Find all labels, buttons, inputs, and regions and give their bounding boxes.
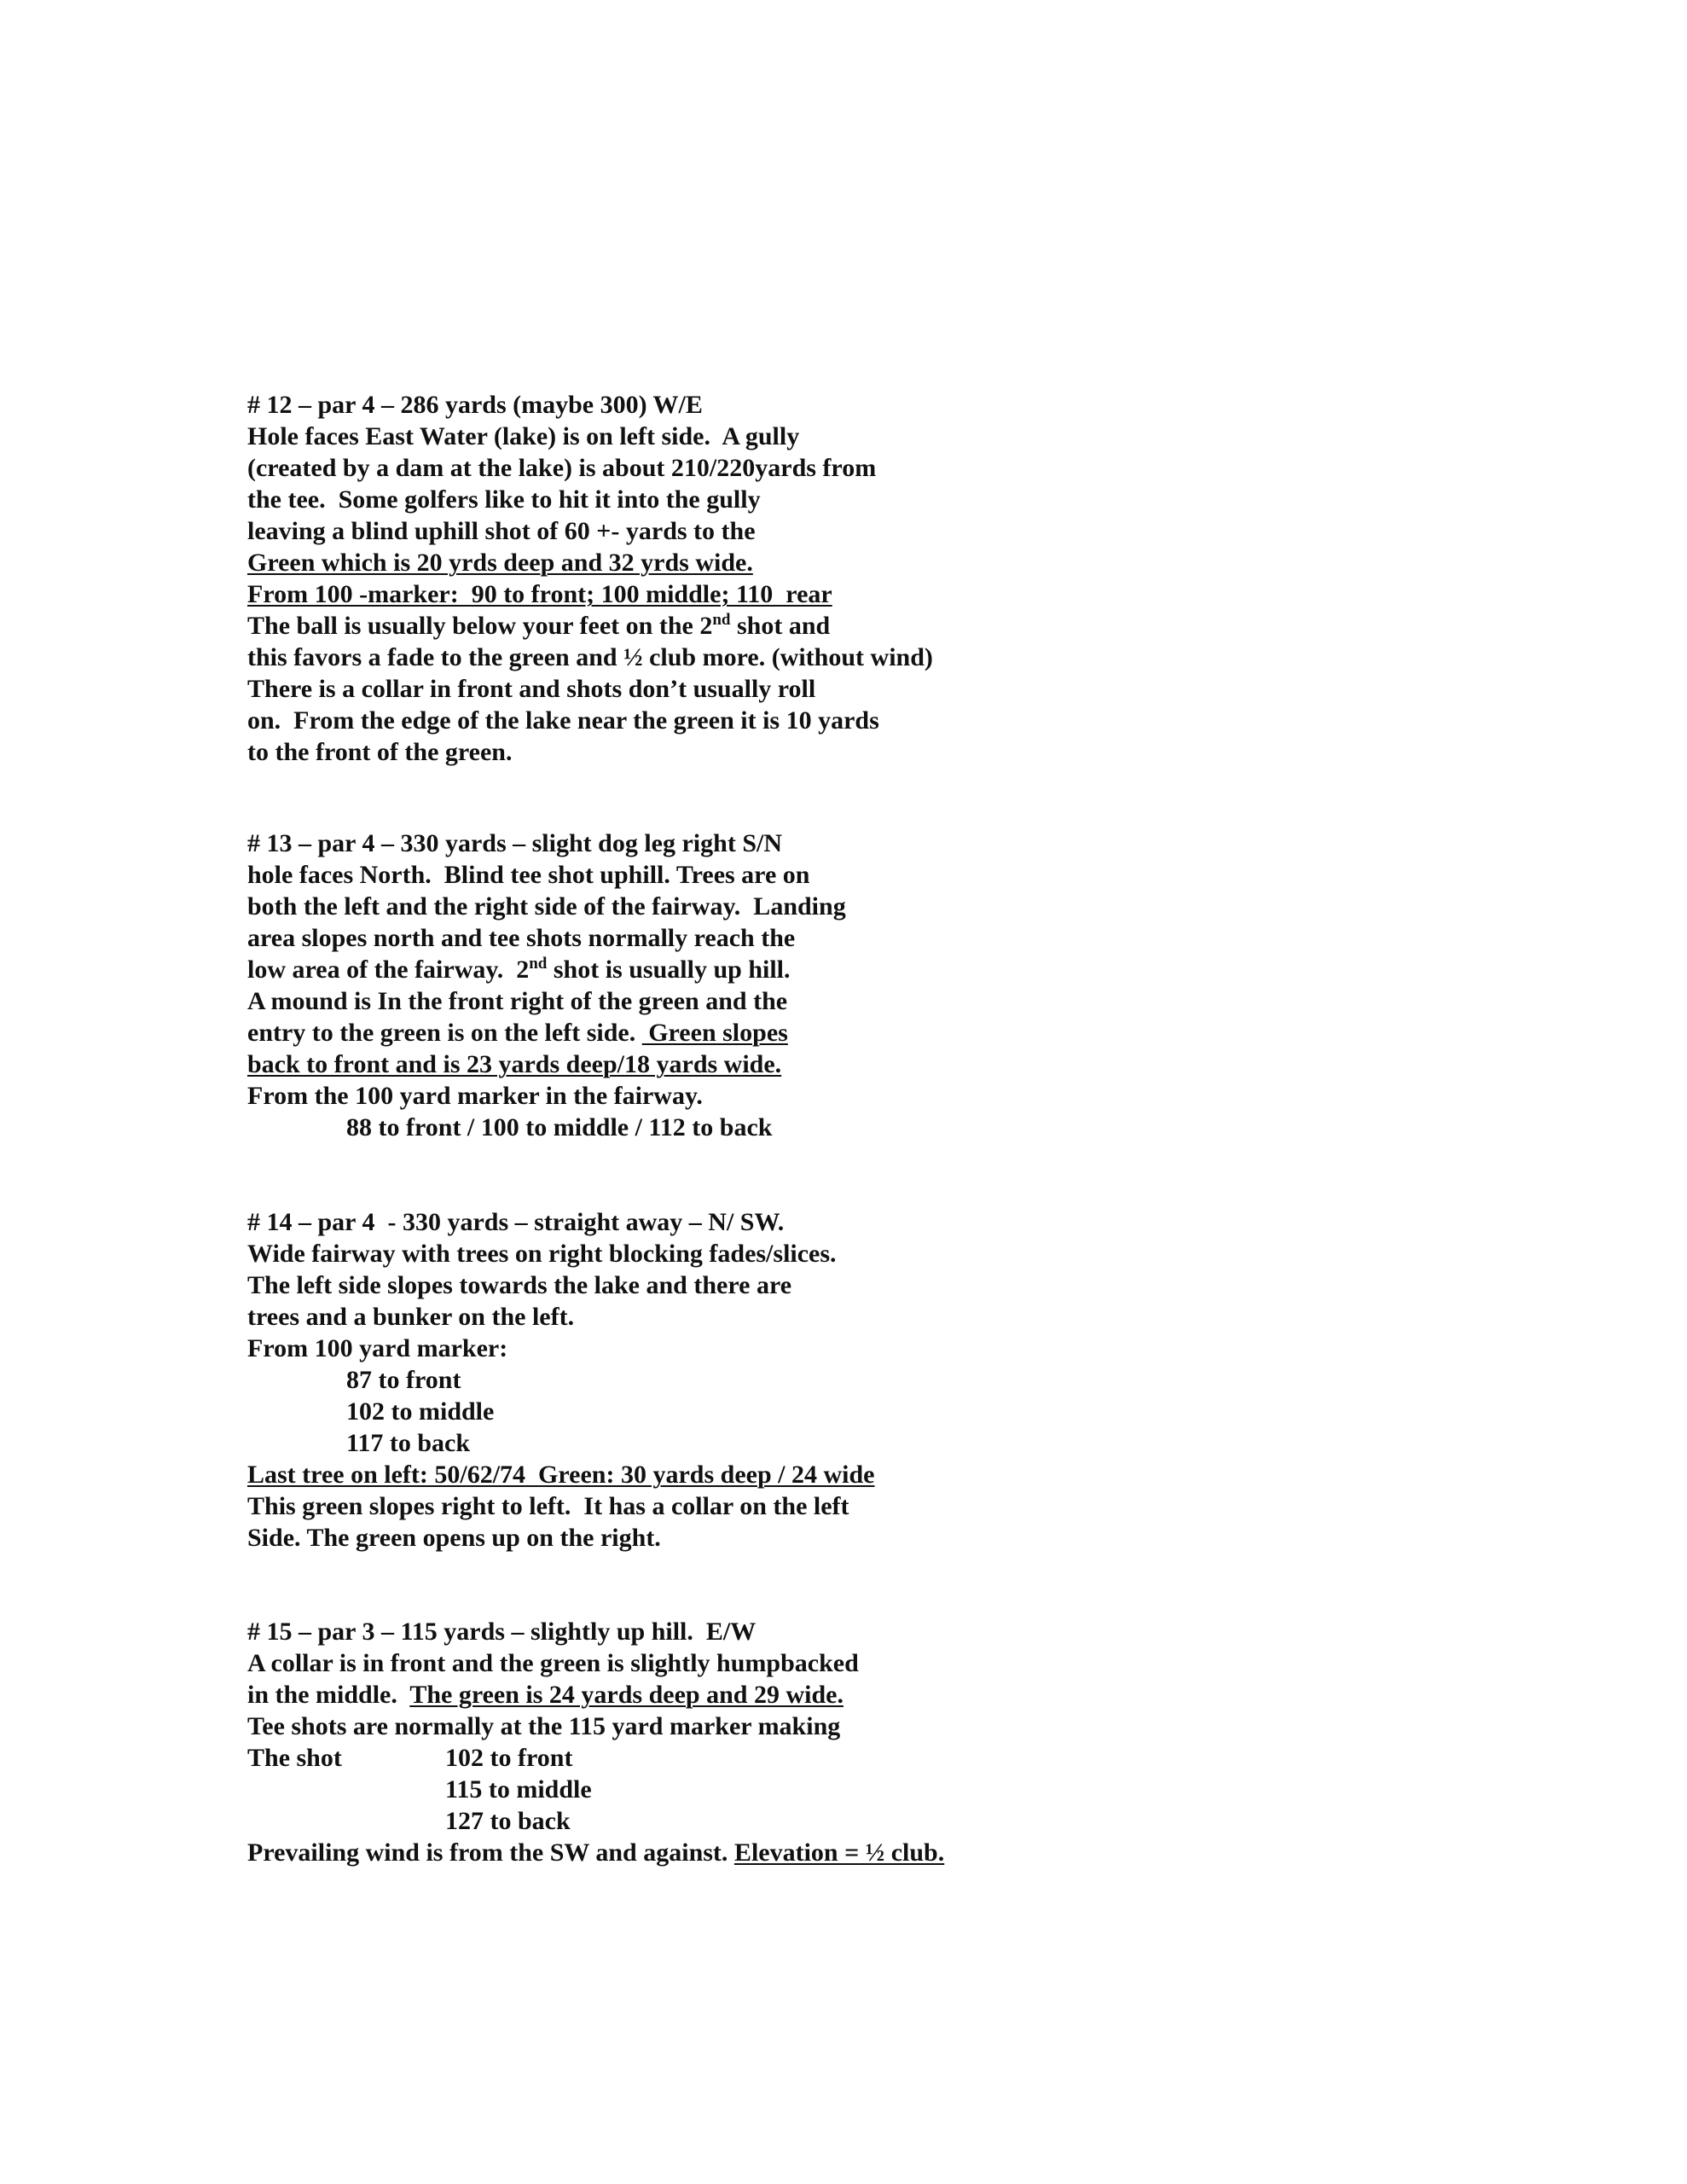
hole-13-heading: # 13 – par 4 – 330 yards – slight dog leg right S/N xyxy=(247,829,782,857)
hole-12-notes xyxy=(247,389,1441,768)
hole-13-distances: 88 to front / 100 to middle / 112 to back xyxy=(346,1113,773,1141)
hole-13-green-size: back to front and is 23 yards deep/18 yards wide. xyxy=(247,1050,782,1078)
hole-15-line-5 xyxy=(247,1742,1441,1774)
hole-13-green-slope: Green slopes xyxy=(641,1019,788,1047)
hole-15-heading: # 15 – par 3 – 115 yards – slightly up hill. E/W xyxy=(247,1618,757,1646)
hole-12-line-2: Hole faces East Water (lake) is on left side. A gully xyxy=(247,422,800,450)
hole-12-line-5: leaving a blind uphill shot of 60 +- yards to the xyxy=(247,517,756,545)
hole-14-notes xyxy=(247,1206,1441,1554)
hole-13-line-6: A mound is In the front right of the green and the xyxy=(247,987,788,1015)
hole-13-line-5-sup: nd xyxy=(529,955,548,973)
hole-13-line-9: From the 100 yard marker in the fairway. xyxy=(247,1082,703,1110)
hole-15-elevation: Elevation = ½ club. xyxy=(733,1838,945,1867)
hole-14-line-3: The left side slopes towards the lake and there are xyxy=(247,1271,792,1299)
hole-15-shot-label: The shot xyxy=(247,1744,342,1772)
hole-13-line-7 xyxy=(247,1017,1441,1048)
hole-15-front: 102 to front xyxy=(445,1744,573,1772)
hole-14-heading: # 14 – par 4 - 330 yards – straight away – N/ SW. xyxy=(247,1208,785,1236)
hole-13-line-3: both the left and the right side of the fairway. Landing xyxy=(247,892,846,921)
hole-14-line-11: Side. The green opens up on the right. xyxy=(247,1524,661,1552)
hole-15-notes xyxy=(247,1616,1441,1868)
hole-12-line-8-b: shot and xyxy=(730,612,831,640)
hole-12-line-8-a: The ball is usually below your feet on the 2 xyxy=(247,612,713,640)
hole-13-line-5 xyxy=(247,954,1441,985)
hole-12-line-12: to the front of the green. xyxy=(247,738,513,766)
hole-15-wind: Prevailing wind is from the SW and against. xyxy=(247,1838,734,1867)
hole-13-line-5-a: low area of the fairway. 2 xyxy=(247,956,530,984)
hole-12-marker-distances: From 100 -marker: 90 to front; 100 middle; 110 rear xyxy=(247,580,832,608)
hole-14-back: 117 to back xyxy=(346,1429,471,1457)
hole-15-middle: 115 to middle xyxy=(445,1775,592,1804)
hole-14-front: 87 to front xyxy=(346,1366,461,1394)
hole-13-line-5-b: shot is usually up hill. xyxy=(547,956,791,984)
hole-13-line-7-a: entry to the green is on the left side. xyxy=(247,1019,642,1047)
hole-15-line-2: A collar is in front and the green is slightly humpbacked xyxy=(247,1649,859,1677)
hole-14-middle: 102 to middle xyxy=(346,1397,495,1426)
hole-15-line-8 xyxy=(247,1837,1441,1868)
hole-15-line-3-a: in the middle. xyxy=(247,1681,410,1709)
hole-14-line-10: This green slopes right to left. It has a collar on the left xyxy=(247,1492,849,1520)
hole-15-back: 127 to back xyxy=(445,1807,571,1835)
hole-14-line-5: From 100 yard marker: xyxy=(247,1334,508,1362)
hole-12-line-3: (created by a dam at the lake) is about 210/220yards from xyxy=(247,454,877,482)
hole-14-line-2: Wide fairway with trees on right blocking fades/slices. xyxy=(247,1240,837,1268)
hole-15-line-4: Tee shots are normally at the 115 yard marker making xyxy=(247,1712,841,1740)
hole-15-line-3 xyxy=(247,1679,1441,1711)
hole-12-line-8 xyxy=(247,610,1441,642)
hole-12-line-9: this favors a fade to the green and ½ club more. (without wind) xyxy=(247,643,933,671)
hole-13-line-4: area slopes north and tee shots normally reach the xyxy=(247,924,796,952)
hole-12-line-10: There is a collar in front and shots don’t usually roll xyxy=(247,675,816,703)
hole-12-line-8-sup: nd xyxy=(712,611,731,629)
hole-14-line-4: trees and a bunker on the left. xyxy=(247,1303,575,1331)
hole-12-line-11: on. From the edge of the lake near the green it is 10 yards xyxy=(247,706,879,735)
hole-15-green-size: The green is 24 yards deep and 29 wide. xyxy=(409,1681,844,1709)
hole-12-green-size: Green which is 20 yrds deep and 32 yrds wide. xyxy=(247,549,753,577)
hole-15-line-6 xyxy=(247,1774,1441,1805)
hole-13-line-2: hole faces North. Blind tee shot uphill. Trees are on xyxy=(247,861,810,889)
hole-13-notes xyxy=(247,828,1441,1143)
hole-15-line-7 xyxy=(247,1805,1441,1837)
hole-14-tree-and-green: Last tree on left: 50/62/74 Green: 30 yards deep / 24 wide xyxy=(247,1461,875,1489)
hole-12-heading: # 12 – par 4 – 286 yards (maybe 300) W/E xyxy=(247,391,703,419)
hole-12-line-4: the tee. Some golfers like to hit it into the gully xyxy=(247,485,761,514)
